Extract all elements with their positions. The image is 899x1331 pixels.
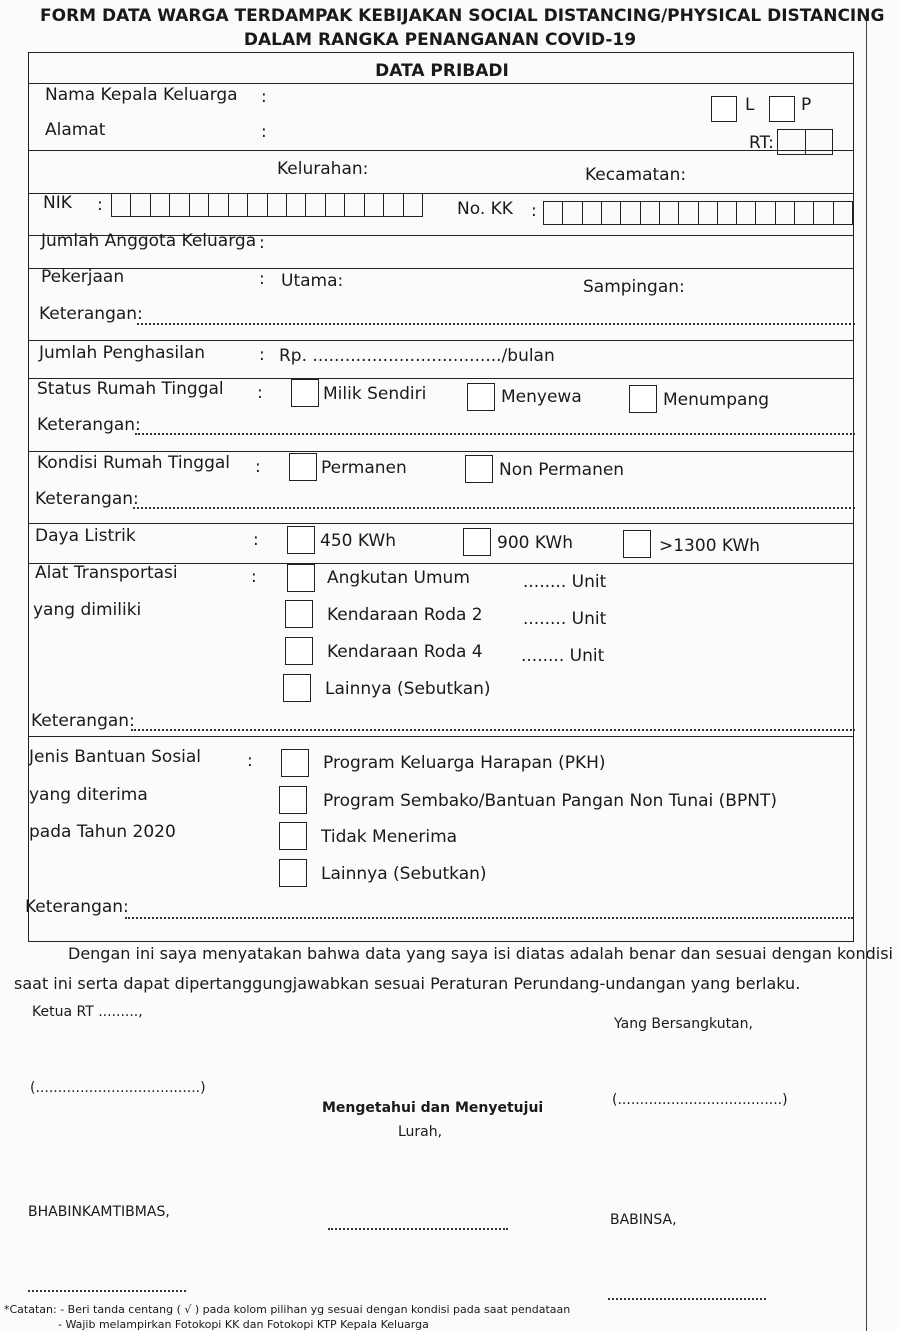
penghasilan-value[interactable]: Rp. .................................../bulan bbox=[279, 346, 555, 366]
unit-field[interactable]: ........ Unit bbox=[523, 609, 607, 629]
option-label: Program Keluarga Harapan (PKH) bbox=[323, 753, 606, 773]
divider bbox=[29, 340, 853, 341]
label-keterangan: Keterangan: bbox=[25, 897, 129, 917]
checkbox-900-kwh[interactable] bbox=[463, 528, 491, 556]
colon: : bbox=[97, 195, 103, 215]
divider bbox=[29, 268, 853, 269]
nik-cells[interactable] bbox=[111, 193, 423, 217]
section-title: DATA PRIBADI bbox=[375, 61, 509, 81]
colon: : bbox=[261, 122, 267, 142]
note-line2: - Wajib melampirkan Fotokopi KK dan Fotokopi KTP Kepala Keluarga bbox=[58, 1318, 429, 1331]
colon: : bbox=[251, 567, 257, 587]
divider bbox=[29, 451, 853, 452]
divider bbox=[29, 736, 853, 737]
checkbox-1300-kwh[interactable] bbox=[623, 530, 651, 558]
label-nik: NIK bbox=[43, 193, 72, 213]
option-label: Milik Sendiri bbox=[323, 384, 427, 404]
colon: : bbox=[259, 269, 265, 289]
label-sampingan: Sampingan: bbox=[583, 277, 685, 297]
option-label: Tidak Menerima bbox=[321, 827, 458, 847]
checkbox-roda-2[interactable] bbox=[285, 600, 313, 628]
checkbox-pkh[interactable] bbox=[281, 749, 309, 777]
babinsa-signature-line[interactable] bbox=[608, 1298, 766, 1300]
colon: : bbox=[259, 345, 265, 365]
checkbox-non-permanen[interactable] bbox=[465, 455, 493, 483]
page-edge-line bbox=[866, 10, 867, 1331]
label-status-rumah: Status Rumah Tinggal bbox=[37, 379, 224, 399]
checkbox-angkutan-umum[interactable] bbox=[287, 564, 315, 592]
bhabinkamtibmas: BHABINKAMTIBMAS, bbox=[28, 1204, 170, 1220]
label-bansos-3: pada Tahun 2020 bbox=[29, 822, 176, 842]
label-transportasi: Alat Transportasi bbox=[35, 563, 178, 583]
checkbox-gender-l[interactable] bbox=[711, 96, 737, 122]
colon: : bbox=[261, 87, 267, 107]
label-bansos: Jenis Bantuan Sosial bbox=[29, 747, 202, 767]
label-keterangan: Keterangan: bbox=[37, 415, 141, 435]
checkbox-lainnya-bansos[interactable] bbox=[279, 859, 307, 887]
label-gender-l: L bbox=[745, 95, 755, 115]
ketua-rt: Ketua RT ........., bbox=[32, 1004, 143, 1020]
label-kondisi-rumah: Kondisi Rumah Tinggal bbox=[37, 453, 231, 473]
option-label: Kendaraan Roda 4 bbox=[327, 642, 483, 662]
keterangan-line[interactable] bbox=[131, 729, 855, 731]
label-kecamatan: Kecamatan: bbox=[585, 165, 687, 185]
checkbox-lainnya-transport[interactable] bbox=[283, 674, 311, 702]
divider bbox=[29, 83, 853, 84]
unit-field[interactable]: ........ Unit bbox=[523, 572, 607, 592]
label-nama: Nama Kepala Keluarga bbox=[45, 85, 238, 105]
unit-field[interactable]: ........ Unit bbox=[521, 646, 605, 666]
option-label: Non Permanen bbox=[499, 460, 625, 480]
checkbox-450-kwh[interactable] bbox=[287, 526, 315, 554]
keterangan-line[interactable] bbox=[135, 433, 855, 435]
lurah-signature-line[interactable] bbox=[328, 1228, 508, 1230]
keterangan-line[interactable] bbox=[133, 507, 855, 509]
label-gender-p: P bbox=[801, 95, 812, 115]
option-label: >1300 KWh bbox=[659, 536, 761, 556]
colon: : bbox=[253, 530, 259, 550]
checkbox-milik-sendiri[interactable] bbox=[291, 379, 319, 407]
checkbox-tidak-menerima[interactable] bbox=[279, 822, 307, 850]
checkbox-gender-p[interactable] bbox=[769, 96, 795, 122]
label-keterangan: Keterangan: bbox=[31, 711, 135, 731]
note-line1: *Catatan: - Beri tanda centang ( √ ) pada kolom pilihan yg sesuai dengan kondisi pada saat pendataan bbox=[4, 1303, 571, 1316]
label-alamat: Alamat bbox=[45, 120, 106, 140]
label-pekerjaan: Pekerjaan bbox=[41, 267, 125, 287]
form-title-line1: FORM DATA WARGA TERDAMPAK KEBIJAKAN SOCIAL DISTANCING/PHYSICAL DISTANCING bbox=[40, 6, 885, 26]
yang-bersangkutan: Yang Bersangkutan, bbox=[614, 1016, 753, 1032]
divider bbox=[29, 150, 853, 151]
label-bansos-2: yang diterima bbox=[29, 785, 148, 805]
label-jumlah-anggota: Jumlah Anggota Keluarga bbox=[41, 231, 257, 251]
checkbox-bpnt[interactable] bbox=[279, 786, 307, 814]
label-transportasi-2: yang dimiliki bbox=[33, 600, 142, 620]
option-label: 900 KWh bbox=[497, 533, 573, 553]
babinsa: BABINSA, bbox=[610, 1212, 677, 1228]
label-penghasilan: Jumlah Penghasilan bbox=[39, 343, 206, 363]
option-label: Angkutan Umum bbox=[327, 568, 470, 588]
nokk-cells[interactable] bbox=[543, 201, 853, 225]
option-label: 450 KWh bbox=[320, 531, 396, 551]
checkbox-menyewa[interactable] bbox=[467, 383, 495, 411]
label-keterangan: Keterangan: bbox=[35, 489, 139, 509]
rt-cells[interactable] bbox=[777, 129, 833, 155]
colon: : bbox=[247, 751, 253, 771]
divider bbox=[29, 523, 853, 524]
checkbox-menumpang[interactable] bbox=[629, 385, 657, 413]
colon: : bbox=[259, 233, 265, 253]
option-label: Program Sembako/Bantuan Pangan Non Tunai (BPNT) bbox=[323, 791, 777, 811]
keterangan-line[interactable] bbox=[125, 917, 853, 919]
checkbox-permanen[interactable] bbox=[289, 453, 317, 481]
label-kelurahan: Kelurahan: bbox=[277, 159, 369, 179]
label-daya-listrik: Daya Listrik bbox=[35, 526, 136, 546]
option-label: Permanen bbox=[321, 458, 407, 478]
keterangan-line[interactable] bbox=[137, 323, 855, 325]
checkbox-roda-4[interactable] bbox=[285, 637, 313, 665]
colon: : bbox=[257, 383, 263, 403]
signature-left[interactable]: (.....................................) bbox=[30, 1080, 206, 1096]
form-title-line2: DALAM RANGKA PENANGANAN COVID-19 bbox=[243, 30, 637, 50]
statement-line1: Dengan ini saya menyatakan bahwa data yang saya isi diatas adalah benar dan sesuai dengan kondisi bbox=[68, 944, 893, 963]
label-rt: RT: bbox=[749, 133, 774, 153]
option-label: Kendaraan Roda 2 bbox=[327, 605, 483, 625]
option-label: Menumpang bbox=[663, 390, 770, 410]
label-utama: Utama: bbox=[281, 271, 344, 291]
mengetahui: Mengetahui dan Menyetujui bbox=[322, 1100, 544, 1116]
option-label: Menyewa bbox=[501, 387, 582, 407]
signature-right[interactable]: (.....................................) bbox=[612, 1092, 788, 1108]
bhabin-signature-line[interactable] bbox=[28, 1290, 186, 1292]
form-table bbox=[25, 52, 854, 942]
statement-line2: saat ini serta dapat dipertanggungjawabkan sesuai Peraturan Perundang-undangan yang berlaku. bbox=[14, 974, 801, 993]
option-label: Lainnya (Sebutkan) bbox=[321, 864, 487, 884]
lurah: Lurah, bbox=[398, 1124, 443, 1140]
colon: : bbox=[531, 201, 537, 221]
label-nokk: No. KK bbox=[457, 199, 513, 219]
label-keterangan: Keterangan: bbox=[39, 304, 143, 324]
colon: : bbox=[255, 457, 261, 477]
option-label: Lainnya (Sebutkan) bbox=[325, 679, 491, 699]
